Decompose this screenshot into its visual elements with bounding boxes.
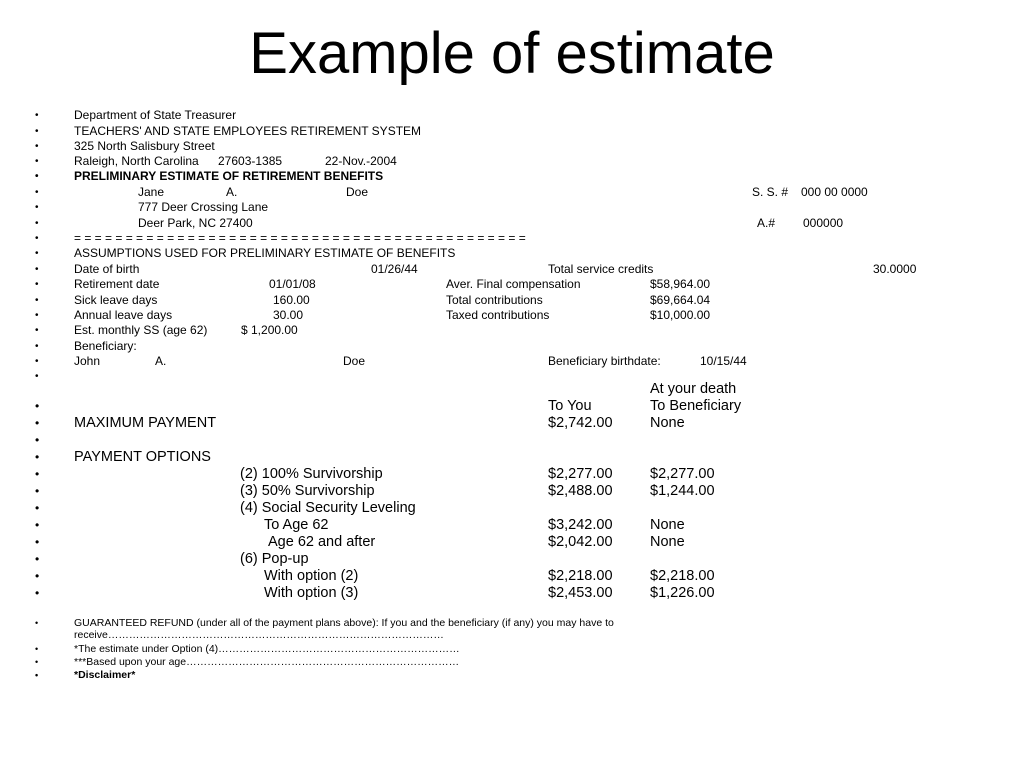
bullet: • bbox=[35, 156, 39, 167]
list-item bbox=[0, 108, 1024, 123]
option-label: With option (2) bbox=[264, 568, 359, 584]
bullet: • bbox=[35, 371, 39, 382]
sick-leave-label: Sick leave days bbox=[74, 293, 158, 307]
option-to-you: $2,277.00 bbox=[548, 466, 613, 482]
zip-code: 27603-1385 bbox=[218, 154, 283, 168]
option-to-you: $2,488.00 bbox=[548, 483, 613, 499]
table-row bbox=[0, 585, 1024, 602]
bullet: • bbox=[35, 670, 39, 680]
total-contributions-label: Total contributions bbox=[446, 293, 543, 307]
beneficiary-label: Beneficiary: bbox=[74, 339, 137, 353]
beneficiary-last-name: Doe bbox=[343, 354, 366, 368]
option-to-beneficiary: None bbox=[650, 534, 685, 550]
table-row bbox=[0, 551, 1024, 568]
list-item bbox=[0, 277, 1024, 292]
department-name: Department of State Treasurer bbox=[74, 108, 237, 122]
option-label: With option (3) bbox=[264, 585, 359, 601]
list-item bbox=[0, 262, 1024, 277]
total-contributions-value: $69,664.04 bbox=[650, 293, 711, 307]
bullet: • bbox=[35, 310, 39, 321]
final-compensation-value: $58,964.00 bbox=[650, 277, 711, 291]
account-number-value: 000000 bbox=[803, 216, 844, 230]
beneficiary-birthdate-value: 10/15/44 bbox=[700, 354, 747, 368]
table-row bbox=[0, 568, 1024, 585]
member-address-line2: Deer Park, NC 27400 bbox=[138, 216, 253, 230]
bullet: • bbox=[35, 657, 39, 667]
bullet: • bbox=[35, 279, 39, 290]
bullet: • bbox=[35, 535, 40, 549]
bullet: • bbox=[35, 341, 39, 352]
list-item bbox=[0, 185, 1024, 200]
estimate-date: 22-Nov.-2004 bbox=[325, 154, 397, 168]
annual-leave-label: Annual leave days bbox=[74, 308, 173, 322]
taxed-contributions-value: $10,000.00 bbox=[650, 308, 711, 322]
bullet: • bbox=[35, 467, 40, 481]
retirement-date-value: 01/01/08 bbox=[269, 277, 316, 291]
separator-line: = = = = = = = = = = = = = = = = = = = = = = = = = = = = = = = = = = = = = = = = = = = = bbox=[74, 231, 526, 245]
member-last-name: Doe bbox=[346, 185, 369, 199]
payment-options-label: PAYMENT OPTIONS bbox=[74, 449, 211, 465]
option-to-you: $3,242.00 bbox=[548, 517, 613, 533]
dob-label: Date of birth bbox=[74, 262, 140, 276]
annual-leave-value: 30.00 bbox=[273, 308, 304, 322]
payment-header-top bbox=[0, 381, 1024, 398]
bullet: • bbox=[35, 233, 39, 244]
member-first-name: Jane bbox=[138, 185, 165, 199]
bullet: • bbox=[35, 644, 39, 654]
list-item bbox=[0, 398, 1024, 415]
bullet: • bbox=[35, 264, 39, 275]
bullet: • bbox=[35, 202, 39, 213]
est-ss-value: $ 1,200.00 bbox=[241, 323, 298, 337]
list-item bbox=[0, 339, 1024, 354]
ss-number-label: S. S. # bbox=[752, 185, 789, 199]
option4-estimate-note: *The estimate under Option (4)…………………………………………………………… bbox=[74, 643, 460, 655]
bullet: • bbox=[35, 126, 39, 137]
city-state: Raleigh, North Carolina bbox=[74, 154, 199, 168]
service-credits-value: 30.0000 bbox=[873, 262, 917, 276]
member-address-line1: 777 Deer Crossing Lane bbox=[138, 200, 269, 214]
maximum-payment-beneficiary: None bbox=[650, 415, 685, 431]
service-credits-label: Total service credits bbox=[548, 262, 654, 276]
beneficiary-middle-initial: A. bbox=[155, 354, 167, 368]
list-item bbox=[0, 293, 1024, 308]
bullet: • bbox=[35, 518, 40, 532]
bullet: • bbox=[35, 552, 40, 566]
guaranteed-refund-note: GUARANTEED REFUND (under all of the payment plans above): If you and the beneficiary (if any) you may have to receive…………………………………………………………………………………… bbox=[74, 617, 614, 641]
option-to-you: $2,218.00 bbox=[548, 568, 613, 584]
beneficiary-birthdate-label: Beneficiary birthdate: bbox=[548, 354, 661, 368]
option-label: (6) Pop-up bbox=[240, 551, 309, 567]
system-name: TEACHERS' AND STATE EMPLOYEES RETIREMENT SYSTEM bbox=[74, 124, 422, 138]
list-item bbox=[0, 231, 1024, 246]
option-label: (2) 100% Survivorship bbox=[240, 466, 383, 482]
bullet: • bbox=[35, 187, 39, 198]
option-label: Age 62 and after bbox=[268, 534, 376, 550]
sick-leave-value: 160.00 bbox=[273, 293, 310, 307]
option-to-beneficiary: $2,277.00 bbox=[650, 466, 715, 482]
beneficiary-first-name: John bbox=[74, 354, 101, 368]
maximum-payment-label: MAXIMUM PAYMENT bbox=[74, 415, 217, 431]
option-label: To Age 62 bbox=[264, 517, 329, 533]
account-number-label: A.# bbox=[757, 216, 776, 230]
list-item bbox=[0, 139, 1024, 154]
to-you-header: To You bbox=[548, 398, 592, 414]
list-item bbox=[0, 200, 1024, 215]
to-beneficiary-header: To Beneficiary bbox=[650, 398, 742, 414]
bullet: • bbox=[35, 356, 39, 367]
est-ss-label: Est. monthly SS (age 62) bbox=[74, 323, 208, 337]
based-on-age-note: ***Based upon your age…………………………………………………………………… bbox=[74, 656, 460, 668]
table-row bbox=[0, 466, 1024, 483]
at-your-death-header: At your death bbox=[650, 381, 737, 397]
bullet: • bbox=[35, 325, 39, 336]
bullet: • bbox=[35, 295, 39, 306]
bullet: • bbox=[35, 171, 39, 182]
list-item bbox=[0, 169, 1024, 184]
option-to-you: $2,042.00 bbox=[548, 534, 613, 550]
list-item bbox=[0, 216, 1024, 231]
bullet: • bbox=[35, 248, 39, 259]
bullet: • bbox=[35, 141, 39, 152]
bullet: • bbox=[35, 416, 40, 430]
bullet: • bbox=[35, 399, 40, 413]
bullet: • bbox=[35, 569, 40, 583]
option-to-you: $2,453.00 bbox=[548, 585, 613, 601]
street-address: 325 North Salisbury Street bbox=[74, 139, 215, 153]
option-to-beneficiary: $2,218.00 bbox=[650, 568, 715, 584]
list-item bbox=[0, 669, 1024, 682]
list-item bbox=[0, 415, 1024, 432]
document-heading: PRELIMINARY ESTIMATE OF RETIREMENT BENEFITS bbox=[74, 169, 384, 183]
list-item bbox=[0, 246, 1024, 261]
list-item bbox=[0, 617, 1024, 641]
option-to-beneficiary: $1,226.00 bbox=[650, 585, 715, 601]
bullet: • bbox=[35, 218, 39, 229]
bullet: • bbox=[35, 484, 40, 498]
option-label: (4) Social Security Leveling bbox=[240, 500, 416, 516]
retirement-date-label: Retirement date bbox=[74, 277, 160, 291]
list-item bbox=[0, 432, 1024, 449]
bullet: • bbox=[35, 501, 40, 515]
option-label: (3) 50% Survivorship bbox=[240, 483, 375, 499]
bullet: • bbox=[35, 450, 40, 464]
dob-value: 01/26/44 bbox=[371, 262, 418, 276]
list-item bbox=[0, 308, 1024, 323]
ss-number-value: 000 00 0000 bbox=[801, 185, 868, 199]
bullet: • bbox=[35, 586, 40, 600]
option-to-beneficiary: None bbox=[650, 517, 685, 533]
list-item bbox=[0, 449, 1024, 466]
assumptions-heading: ASSUMPTIONS USED FOR PRELIMINARY ESTIMATE OF BENEFITS bbox=[74, 246, 456, 260]
maximum-payment-you: $2,742.00 bbox=[548, 415, 613, 431]
table-row bbox=[0, 534, 1024, 551]
taxed-contributions-label: Taxed contributions bbox=[446, 308, 550, 322]
bullet: • bbox=[35, 618, 39, 628]
bullet: • bbox=[35, 433, 40, 447]
table-row bbox=[0, 517, 1024, 534]
list-item bbox=[0, 354, 1024, 369]
final-compensation-label: Aver. Final compensation bbox=[446, 277, 581, 291]
list-item bbox=[0, 323, 1024, 338]
disclaimer: *Disclaimer* bbox=[74, 669, 136, 681]
list-item bbox=[0, 656, 1024, 669]
list-item bbox=[0, 154, 1024, 169]
list-item bbox=[0, 124, 1024, 139]
member-middle-initial: A. bbox=[226, 185, 238, 199]
option-to-beneficiary: $1,244.00 bbox=[650, 483, 715, 499]
table-row bbox=[0, 500, 1024, 517]
list-item bbox=[0, 643, 1024, 656]
bullet: • bbox=[35, 110, 39, 121]
slide-title: Example of estimate bbox=[249, 21, 775, 86]
table-row bbox=[0, 483, 1024, 500]
